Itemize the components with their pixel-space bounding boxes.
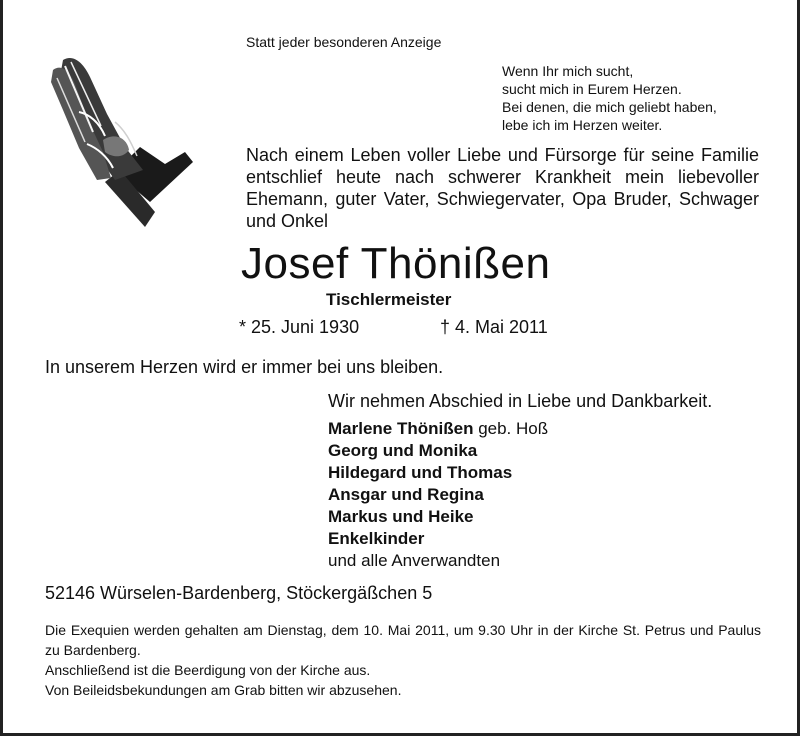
notice-paragraph: Die Exequien werden gehalten am Dienstag, dem 10. Mai 2011, um 9.30 Uhr in der Kirche St. Petrus und Paulus zu Bardenberg. xyxy=(45,622,761,658)
family-member xyxy=(328,440,548,462)
family-member-name: Markus und Heike xyxy=(328,507,474,526)
family-closing: und alle Anverwandten xyxy=(328,551,501,570)
notice-paragraph: Anschließend ist die Beerdigung von der Kirche aus. xyxy=(45,662,371,678)
widow-suffix: geb. Hoß xyxy=(473,419,549,438)
poem xyxy=(502,62,717,134)
widow-name: Marlene Thönißen xyxy=(328,419,474,438)
family-member-name: Hildegard und Thomas xyxy=(328,463,513,482)
poem-line: Wenn Ihr mich sucht, xyxy=(502,63,634,79)
family-member-name: Georg und Monika xyxy=(328,441,478,460)
family-member xyxy=(328,506,548,528)
deceased-name: Josef Thönißen xyxy=(241,239,551,288)
notice-paragraph: Von Beileidsbekundungen am Grab bitten wir abzusehen. xyxy=(45,682,402,698)
poem-line: sucht mich in Eurem Herzen. xyxy=(502,81,682,97)
service-notice xyxy=(45,620,761,700)
family-list xyxy=(328,418,548,572)
family-member xyxy=(328,462,548,484)
address: 52146 Würselen-Bardenberg, Stöckergäßchen 5 xyxy=(45,583,433,603)
memorial-line: In unserem Herzen wird er immer bei uns bleiben. xyxy=(45,357,444,377)
deceased-profession: Tischlermeister xyxy=(326,290,452,309)
farewell-line: Wir nehmen Abschied in Liebe und Dankbarkeit. xyxy=(328,391,713,411)
birth-date: * 25. Juni 1930 xyxy=(239,317,360,337)
family-member xyxy=(328,418,548,440)
death-date: † 4. Mai 2011 xyxy=(440,317,548,337)
header-note: Statt jeder besonderen Anzeige xyxy=(246,34,442,50)
praying-hands-icon xyxy=(45,52,195,232)
family-member-name: Enkelkinder xyxy=(328,529,425,548)
intro-text xyxy=(246,144,759,232)
poem-line: lebe ich im Herzen weiter. xyxy=(502,117,663,133)
intro-paragraph: Nach einem Leben voller Liebe und Fürsorge für seine Familie entschlief heute nach schwerer Krankheit mein liebevoller Ehemann, guter Vater, Schwiegervater, Opa Bruder, Schwager und Onkel xyxy=(246,145,759,231)
family-member xyxy=(328,528,548,550)
family-member xyxy=(328,484,548,506)
family-member-name: Ansgar und Regina xyxy=(328,485,484,504)
poem-line: Bei denen, die mich geliebt haben, xyxy=(502,99,717,115)
